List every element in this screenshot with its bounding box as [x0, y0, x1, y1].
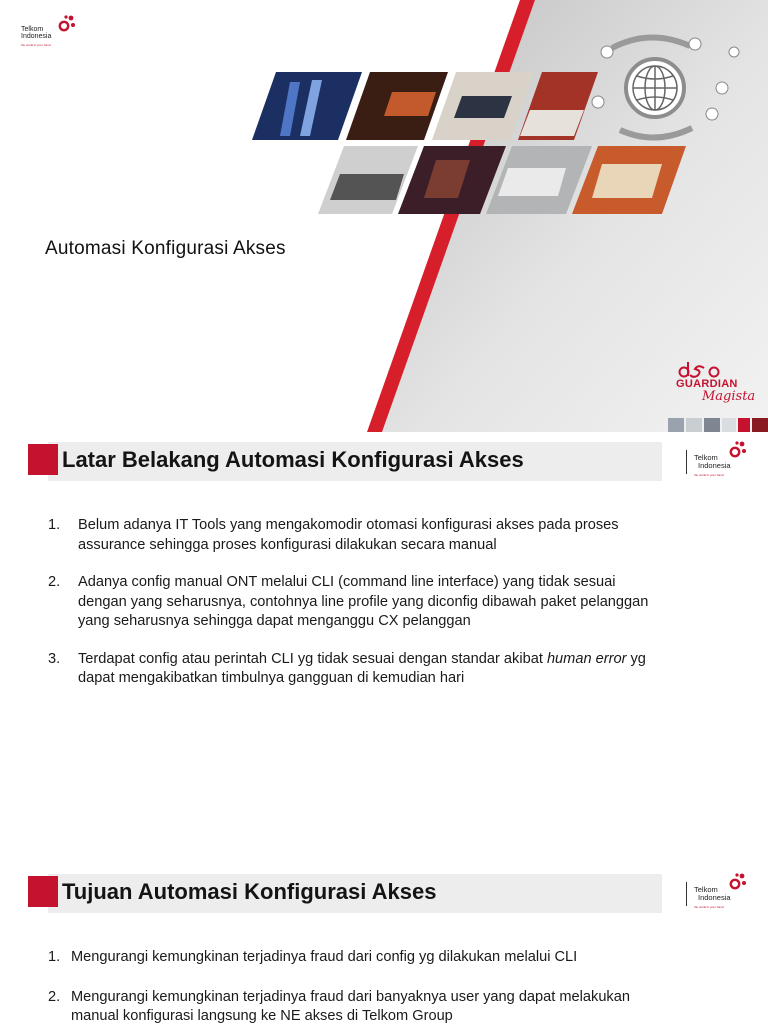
strip-block	[738, 418, 750, 432]
list-text-emphasis: human error	[546, 650, 627, 667]
list-number: 2.	[48, 574, 61, 590]
telkom-tagline: the world in your hand	[21, 43, 51, 47]
slide-title: Latar Belakang Automasi Konfigurasi Akses	[62, 447, 524, 472]
slide-title: Tujuan Automasi Konfigurasi Akses	[62, 879, 437, 904]
goals-list	[48, 948, 668, 1024]
telkom-logo	[21, 14, 77, 47]
guardian-word: GUARDIAN	[676, 378, 738, 390]
list-text: Adanya config manual ONT melalui CLI (command line interface) yang tidak sesuai dengan yang seharusnya, contohnya line profile yang diconfig dibawah paket pelanggan yang seharusnya sehingga dapat menganggu CX pelanggan	[78, 574, 649, 629]
list-text-a: Terdapat config atau perintah CLI yg tidak sesuai dengan standar akibat	[78, 650, 547, 667]
telkom-name-line2: Indonesia	[698, 461, 731, 470]
list-item	[48, 948, 668, 968]
list-item	[48, 516, 668, 555]
goals-slide	[0, 864, 768, 1024]
list-number: 3.	[48, 650, 61, 667]
telkom-name-line2: Indonesia	[21, 33, 52, 40]
telkom-name-line1: Telkom	[694, 453, 718, 462]
list-text-b: yg dapat mengakibatkan timbulnya gangguan di kemudian hari	[78, 650, 646, 686]
list-text: Mengurangi kemungkinan terjadinya fraud dari banyaknya user yang dapat melakukan manual konfigurasi langsung ke NE akses di Telkom Group	[71, 988, 630, 1024]
list-item	[48, 650, 668, 689]
telkom-name-line1: Telkom	[21, 26, 44, 33]
telkom-logo	[694, 440, 750, 477]
header-accent	[28, 876, 58, 907]
header-accent	[28, 444, 58, 475]
list-item	[48, 573, 668, 632]
cover-slide	[0, 0, 768, 432]
cover-title: Automasi Konfigurasi Akses	[45, 238, 286, 259]
strip-block	[686, 418, 702, 432]
photo-collage	[0, 0, 768, 432]
guardian-script: Magista	[702, 389, 756, 404]
telkom-name-line1: Telkom	[694, 885, 718, 894]
telkom-name-line2: Indonesia	[698, 893, 731, 902]
list-number: 2.	[48, 988, 61, 1005]
list-item	[48, 988, 668, 1024]
background-slide	[0, 432, 768, 864]
header-divider	[686, 882, 687, 906]
list-number: 1.	[48, 949, 61, 965]
telkom-tagline: the world in your hand	[694, 905, 724, 909]
list-number: 1.	[48, 517, 61, 533]
background-list	[48, 516, 668, 707]
dso-logo-icon	[678, 358, 738, 380]
strip-block	[668, 418, 684, 432]
strip-block	[752, 418, 768, 432]
strip-block	[722, 418, 736, 432]
strip-block	[704, 418, 720, 432]
guardian-badge	[672, 358, 762, 410]
header-divider	[686, 450, 687, 474]
telkom-tagline: the world in your hand	[694, 473, 724, 477]
list-text: Mengurangi kemungkinan terjadinya fraud dari config yg dilakukan melalui CLI	[71, 949, 578, 965]
list-text: Belum adanya IT Tools yang mengakomodir otomasi konfigurasi akses pada proses assurance sehingga proses konfigurasi dilakukan secara manual	[78, 517, 619, 553]
telkom-logo	[694, 872, 750, 909]
